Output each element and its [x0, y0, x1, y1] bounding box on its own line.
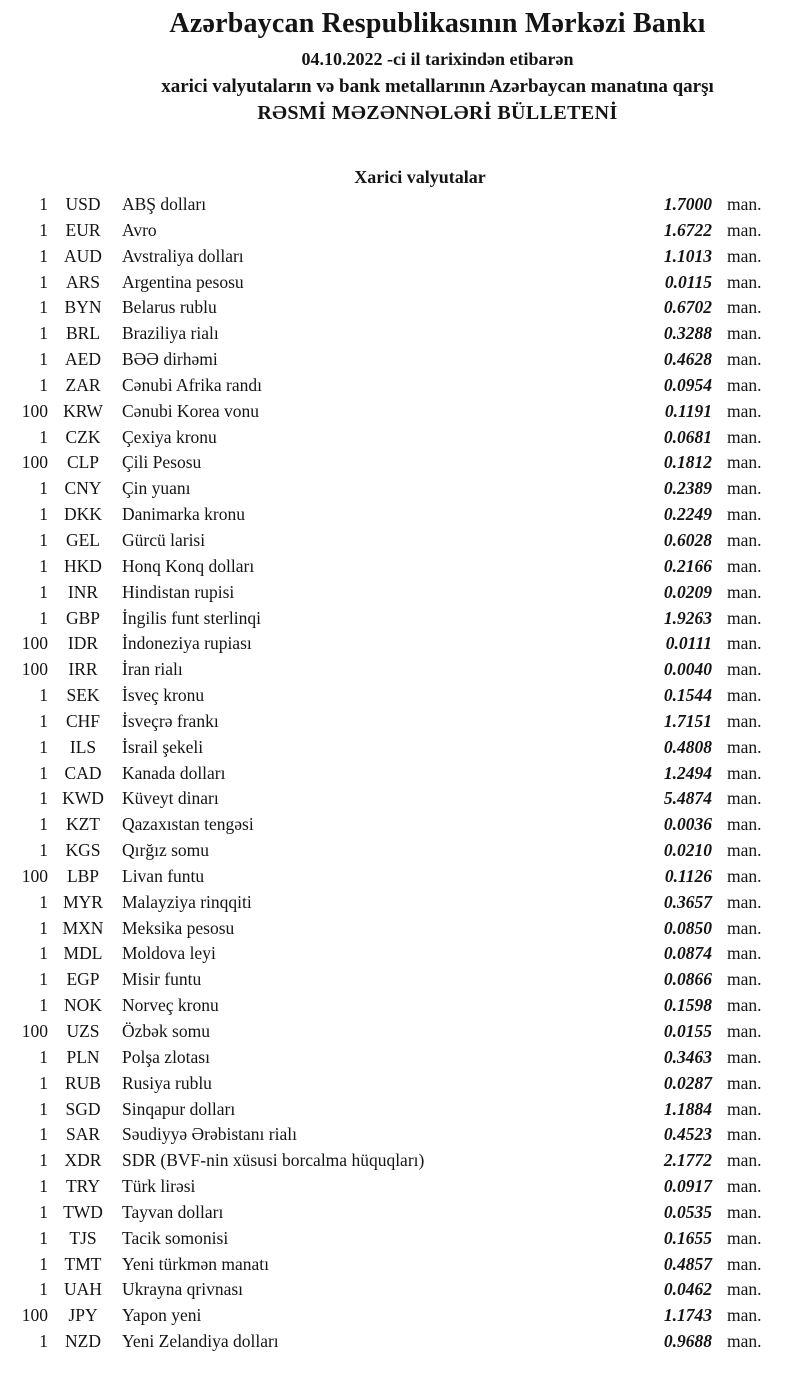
currency-quantity: 1	[39, 1150, 48, 1171]
currency-quantity: 100	[21, 1305, 48, 1326]
currency-rate: 0.1191	[664, 400, 712, 421]
currency-quantity: 1	[39, 529, 48, 550]
currency-code: BYN	[64, 297, 102, 318]
currency-code: EGP	[66, 969, 100, 990]
currency-rate: 2.1772	[663, 1150, 712, 1171]
manat-unit-label: man.	[727, 1331, 762, 1352]
rate-row	[0, 270, 772, 296]
currency-name: Səudiyyə Ərəbistanı rialı	[122, 1124, 297, 1145]
currency-rate: 1.7151	[663, 710, 712, 731]
currency-name: Tayvan dolları	[122, 1201, 224, 1222]
currency-rate: 0.6028	[663, 529, 712, 550]
currency-quantity: 1	[39, 1124, 48, 1145]
currency-quantity: 100	[21, 633, 48, 654]
currency-code: UZS	[66, 1021, 100, 1041]
currency-code: IRR	[68, 659, 98, 680]
currency-quantity: 1	[39, 349, 48, 370]
currency-name: Cənubi Afrika randı	[122, 374, 262, 395]
currency-code: PLN	[66, 1046, 100, 1067]
currency-rate: 5.4874	[663, 788, 712, 809]
rate-row	[0, 864, 772, 890]
currency-name: Avro	[122, 219, 157, 240]
currency-quantity: 1	[39, 762, 48, 783]
currency-quantity: 1	[39, 1331, 48, 1352]
rate-row	[0, 890, 772, 916]
currency-name: İsveçrə frankı	[122, 710, 219, 731]
manat-unit-label: man.	[727, 478, 762, 499]
rate-row	[0, 631, 772, 657]
currency-quantity: 1	[39, 1201, 48, 1222]
currency-code: RUB	[65, 1072, 101, 1093]
currency-name: İsveç kronu	[122, 685, 205, 706]
currency-code: AED	[65, 349, 101, 370]
currency-quantity: 1	[39, 374, 48, 395]
rate-row	[0, 1303, 772, 1329]
currency-quantity: 1	[39, 271, 48, 292]
manat-unit-label: man.	[727, 1098, 762, 1119]
currency-rate: 0.1655	[663, 1227, 712, 1248]
manat-unit-label: man.	[727, 400, 762, 421]
currency-code: KGS	[65, 840, 101, 861]
currency-quantity: 100	[21, 865, 48, 886]
currency-quantity: 1	[39, 478, 48, 499]
currency-rate: 0.2389	[663, 478, 712, 499]
currency-name: Sinqapur dolları	[122, 1098, 236, 1119]
currency-rate: 0.3288	[663, 323, 712, 344]
currency-quantity: 1	[39, 917, 48, 938]
currency-code: MDL	[63, 943, 103, 964]
currency-code: SEK	[66, 685, 100, 706]
currency-rate: 0.0462	[663, 1279, 712, 1300]
currency-rate: 0.0917	[663, 1176, 712, 1197]
currency-code: ILS	[69, 736, 97, 757]
rate-row	[0, 838, 772, 864]
rate-row	[0, 1071, 772, 1097]
currency-code: ARS	[65, 271, 101, 292]
currency-rate: 0.1126	[664, 865, 712, 886]
manat-unit-label: man.	[727, 374, 762, 395]
currency-code: CZK	[65, 426, 101, 447]
manat-unit-label: man.	[727, 710, 762, 731]
currency-code: AUD	[64, 245, 102, 266]
rate-row	[0, 657, 772, 683]
manat-unit-label: man.	[727, 736, 762, 757]
currency-code: GEL	[65, 529, 101, 550]
currency-name: Türk lirəsi	[122, 1176, 196, 1197]
currency-code: KRW	[63, 400, 103, 421]
subtitle-line: xarici valyutaların və bank metallarının Azərbaycan manatına qarşı	[161, 76, 714, 97]
rate-row	[0, 606, 772, 632]
currency-quantity: 1	[39, 1279, 48, 1300]
manat-unit-label: man.	[727, 297, 762, 318]
currency-code: CLP	[66, 452, 100, 473]
rate-row	[0, 1329, 772, 1355]
rate-row	[0, 1045, 772, 1071]
currency-code: TWD	[63, 1201, 103, 1222]
manat-unit-label: man.	[727, 1124, 762, 1145]
manat-unit-label: man.	[727, 917, 762, 938]
currency-rate: 1.1013	[663, 245, 712, 266]
currency-rate: 0.0155	[663, 1021, 712, 1041]
currency-code: USD	[65, 194, 101, 214]
currency-name: Misir funtu	[122, 969, 202, 990]
currency-name: İran rialı	[122, 659, 183, 680]
rate-row	[0, 967, 772, 993]
currency-quantity: 100	[21, 400, 48, 421]
manat-unit-label: man.	[727, 219, 762, 240]
manat-unit-label: man.	[727, 1227, 762, 1248]
currency-rate: 0.0209	[663, 581, 712, 602]
currency-name: Kanada dolları	[122, 762, 226, 783]
currency-rate: 1.2494	[663, 762, 712, 783]
currency-code: DKK	[64, 504, 102, 525]
rate-row	[0, 735, 772, 761]
manat-unit-label: man.	[727, 1072, 762, 1093]
manat-unit-label: man.	[727, 349, 762, 370]
currency-rate: 0.6702	[663, 297, 712, 318]
currency-rate: 0.0040	[663, 659, 712, 680]
currency-name: Çili Pesosu	[122, 452, 202, 473]
currency-rate: 0.0535	[663, 1201, 712, 1222]
currency-rate: 0.4523	[663, 1124, 712, 1145]
currency-name: Hindistan rupisi	[122, 581, 235, 602]
manat-unit-label: man.	[727, 1176, 762, 1197]
currency-code: TRY	[65, 1176, 101, 1197]
currency-quantity: 100	[21, 659, 48, 680]
currency-rate: 1.6722	[663, 219, 712, 240]
rate-row	[0, 683, 772, 709]
currency-code: TMT	[64, 1253, 102, 1274]
currency-quantity: 1	[39, 607, 48, 628]
currency-name: Honq Konq dolları	[122, 555, 255, 576]
manat-unit-label: man.	[727, 840, 762, 861]
exchange-rates-table	[0, 192, 772, 1355]
rate-row	[0, 1200, 772, 1226]
manat-unit-label: man.	[727, 1021, 762, 1041]
currency-name: Livan funtu	[122, 865, 205, 886]
currency-name: Küveyt dinarı	[122, 788, 219, 809]
currency-name: Belarus rublu	[122, 297, 217, 318]
rate-row	[0, 1277, 772, 1303]
currency-rate: 0.2249	[663, 504, 712, 525]
rate-row	[0, 502, 772, 528]
currency-code: GBP	[65, 607, 101, 628]
currency-rate: 0.3463	[663, 1046, 712, 1067]
currency-quantity: 1	[39, 840, 48, 861]
currency-quantity: 1	[39, 788, 48, 809]
currency-name: Çin yuanı	[122, 478, 191, 499]
currency-name: Argentina pesosu	[122, 271, 244, 292]
currency-quantity: 1	[39, 685, 48, 706]
manat-unit-label: man.	[727, 943, 762, 964]
currency-quantity: 1	[39, 504, 48, 525]
document-header	[75, 0, 800, 125]
rate-row	[0, 709, 772, 735]
currency-name: Qazaxıstan tengəsi	[122, 814, 254, 835]
rate-row	[0, 528, 772, 554]
currency-quantity: 1	[39, 969, 48, 990]
currency-code: CNY	[64, 478, 102, 499]
currency-quantity: 1	[39, 995, 48, 1016]
rate-row	[0, 399, 772, 425]
manat-unit-label: man.	[727, 271, 762, 292]
currency-quantity: 1	[39, 245, 48, 266]
currency-name: SDR (BVF-nin xüsusi borcalma hüquqları)	[122, 1150, 425, 1171]
manat-unit-label: man.	[727, 607, 762, 628]
rate-row	[0, 1122, 772, 1148]
currency-quantity: 1	[39, 426, 48, 447]
currency-code: TJS	[69, 1227, 97, 1248]
manat-unit-label: man.	[727, 969, 762, 990]
currency-quantity: 1	[39, 1227, 48, 1248]
currency-name: Malayziya rinqqiti	[122, 891, 252, 912]
currency-name: Meksika pesosu	[122, 917, 235, 938]
currency-code: SAR	[65, 1124, 101, 1145]
currency-name: İsrail şekeli	[122, 736, 204, 757]
manat-unit-label: man.	[727, 891, 762, 912]
currency-rate: 0.0287	[663, 1072, 712, 1093]
currency-quantity: 1	[39, 194, 48, 214]
currency-code: NZD	[65, 1331, 101, 1352]
currency-name: Qırğız somu	[122, 840, 210, 861]
currency-rate: 1.1884	[663, 1098, 712, 1119]
rate-row	[0, 450, 772, 476]
manat-unit-label: man.	[727, 814, 762, 835]
rate-row	[0, 786, 772, 812]
currency-code: HKD	[64, 555, 102, 576]
currency-rate: 0.0954	[663, 374, 712, 395]
manat-unit-label: man.	[727, 194, 762, 214]
currency-code: MYR	[63, 891, 103, 912]
rate-row	[0, 916, 772, 942]
currency-quantity: 1	[39, 219, 48, 240]
currency-rate: 0.0036	[663, 814, 712, 835]
currency-code: CHF	[65, 710, 101, 731]
currency-code: XDR	[64, 1150, 102, 1171]
currency-code: ZAR	[65, 374, 101, 395]
rate-row	[0, 761, 772, 787]
manat-unit-label: man.	[727, 1305, 762, 1326]
rate-row	[0, 1148, 772, 1174]
rate-row	[0, 580, 772, 606]
currency-name: Özbək somu	[122, 1021, 210, 1041]
currency-code: UAH	[64, 1279, 102, 1300]
currency-code: CAD	[64, 762, 102, 783]
currency-rate: 0.2166	[663, 555, 712, 576]
currency-quantity: 100	[21, 452, 48, 473]
currency-quantity: 1	[39, 581, 48, 602]
manat-unit-label: man.	[727, 555, 762, 576]
manat-unit-label: man.	[727, 1201, 762, 1222]
rate-row	[0, 993, 772, 1019]
currency-code: KWD	[62, 788, 104, 809]
rate-row	[0, 321, 772, 347]
currency-code: BRL	[65, 323, 101, 344]
currency-rate: 1.7000	[663, 194, 712, 214]
currency-code: LBP	[66, 865, 100, 886]
currency-quantity: 1	[39, 710, 48, 731]
rate-row	[0, 554, 772, 580]
currency-quantity: 1	[39, 1253, 48, 1274]
currency-quantity: 1	[39, 1072, 48, 1093]
rate-row	[0, 347, 772, 373]
manat-unit-label: man.	[727, 995, 762, 1016]
currency-rate: 0.4857	[663, 1253, 712, 1274]
currency-name: ABŞ dolları	[122, 194, 207, 214]
rate-row	[0, 425, 772, 451]
rate-row	[0, 218, 772, 244]
manat-unit-label: man.	[727, 633, 762, 654]
currency-name: Rusiya rublu	[122, 1072, 212, 1093]
bank-name-title: Azərbaycan Respublikasının Mərkəzi Bankı	[169, 8, 706, 39]
rate-row	[0, 244, 772, 270]
currency-quantity: 1	[39, 1046, 48, 1067]
manat-unit-label: man.	[727, 788, 762, 809]
currency-code: EUR	[65, 219, 101, 240]
manat-unit-label: man.	[727, 865, 762, 886]
currency-rate: 0.9688	[663, 1331, 712, 1352]
currency-name: Moldova leyi	[122, 943, 216, 964]
currency-code: NOK	[64, 995, 102, 1016]
currency-rate: 0.0874	[663, 943, 712, 964]
currency-quantity: 1	[39, 1098, 48, 1119]
currency-quantity: 1	[39, 1176, 48, 1197]
currency-rate: 0.4628	[663, 349, 712, 370]
currency-name: Danimarka kronu	[122, 504, 245, 525]
currency-quantity: 1	[39, 736, 48, 757]
currency-rate: 0.0210	[663, 840, 712, 861]
currency-quantity: 1	[39, 323, 48, 344]
currency-code: SGD	[65, 1098, 101, 1119]
rate-row	[0, 812, 772, 838]
section-title-foreign-currencies: Xarici valyutalar	[354, 167, 486, 187]
currency-name: İndoneziya rupiası	[122, 633, 252, 654]
currency-name: Yeni Zelandiya dolları	[122, 1331, 279, 1352]
currency-rate: 0.3657	[663, 891, 712, 912]
manat-unit-label: man.	[727, 426, 762, 447]
manat-unit-label: man.	[727, 685, 762, 706]
manat-unit-label: man.	[727, 1279, 762, 1300]
manat-unit-label: man.	[727, 452, 762, 473]
currency-name: Tacik somonisi	[122, 1227, 229, 1248]
manat-unit-label: man.	[727, 529, 762, 550]
currency-quantity: 1	[39, 891, 48, 912]
rate-row	[0, 1174, 772, 1200]
currency-name: Braziliya rialı	[122, 323, 219, 344]
currency-name: Yapon yeni	[122, 1305, 202, 1326]
currency-quantity: 1	[39, 943, 48, 964]
currency-code: IDR	[67, 633, 99, 654]
manat-unit-label: man.	[727, 323, 762, 344]
rate-row	[0, 1019, 772, 1045]
currency-rate: 0.1598	[663, 995, 712, 1016]
currency-rate: 1.9263	[663, 607, 712, 628]
currency-name: Yeni türkmən manatı	[122, 1253, 269, 1274]
currency-rate: 0.1544	[663, 685, 712, 706]
currency-rate: 0.0850	[663, 917, 712, 938]
currency-quantity: 100	[21, 1021, 48, 1041]
currency-name: Norveç kronu	[122, 995, 219, 1016]
rate-row	[0, 1097, 772, 1123]
currency-name: Gürcü larisi	[122, 529, 206, 550]
currency-quantity: 1	[39, 555, 48, 576]
currency-rate: 0.0115	[664, 271, 712, 292]
rate-row	[0, 1226, 772, 1252]
currency-quantity: 1	[39, 814, 48, 835]
currency-code: INR	[67, 581, 99, 602]
rate-row	[0, 1252, 772, 1278]
currency-rate: 0.0866	[663, 969, 712, 990]
currency-name: BƏƏ dirhəmi	[122, 349, 218, 370]
manat-unit-label: man.	[727, 245, 762, 266]
manat-unit-label: man.	[727, 1046, 762, 1067]
currency-name: Cənubi Korea vonu	[122, 400, 260, 421]
manat-unit-label: man.	[727, 1150, 762, 1171]
currency-name: Polşa zlotası	[122, 1046, 210, 1067]
currency-code: KZT	[65, 814, 101, 835]
manat-unit-label: man.	[727, 762, 762, 783]
effective-date-line: 04.10.2022 -ci il tarixindən etibarən	[301, 49, 574, 69]
currency-name: İngilis funt sterlinqi	[122, 607, 262, 628]
currency-quantity: 1	[39, 297, 48, 318]
rate-row	[0, 941, 772, 967]
currency-rate: 0.1812	[663, 452, 712, 473]
currency-rate: 0.0111	[665, 633, 712, 654]
manat-unit-label: man.	[727, 581, 762, 602]
bulletin-title: RƏSMİ MƏZƏNNƏLƏRİ BÜLLETENİ	[257, 102, 618, 124]
currency-rate: 1.1743	[663, 1305, 712, 1326]
currency-name: Avstraliya dolları	[122, 245, 244, 266]
currency-code: JPY	[68, 1305, 98, 1326]
currency-name: Ukrayna qrivnası	[122, 1279, 244, 1300]
currency-name: Çexiya kronu	[122, 426, 217, 447]
rate-row	[0, 373, 772, 399]
currency-rate: 0.0681	[663, 426, 712, 447]
manat-unit-label: man.	[727, 659, 762, 680]
rate-row	[0, 295, 772, 321]
currency-code: MXN	[62, 917, 104, 938]
currency-rate: 0.4808	[663, 736, 712, 757]
manat-unit-label: man.	[727, 504, 762, 525]
rate-row	[0, 192, 772, 218]
rate-row	[0, 476, 772, 502]
manat-unit-label: man.	[727, 1253, 762, 1274]
